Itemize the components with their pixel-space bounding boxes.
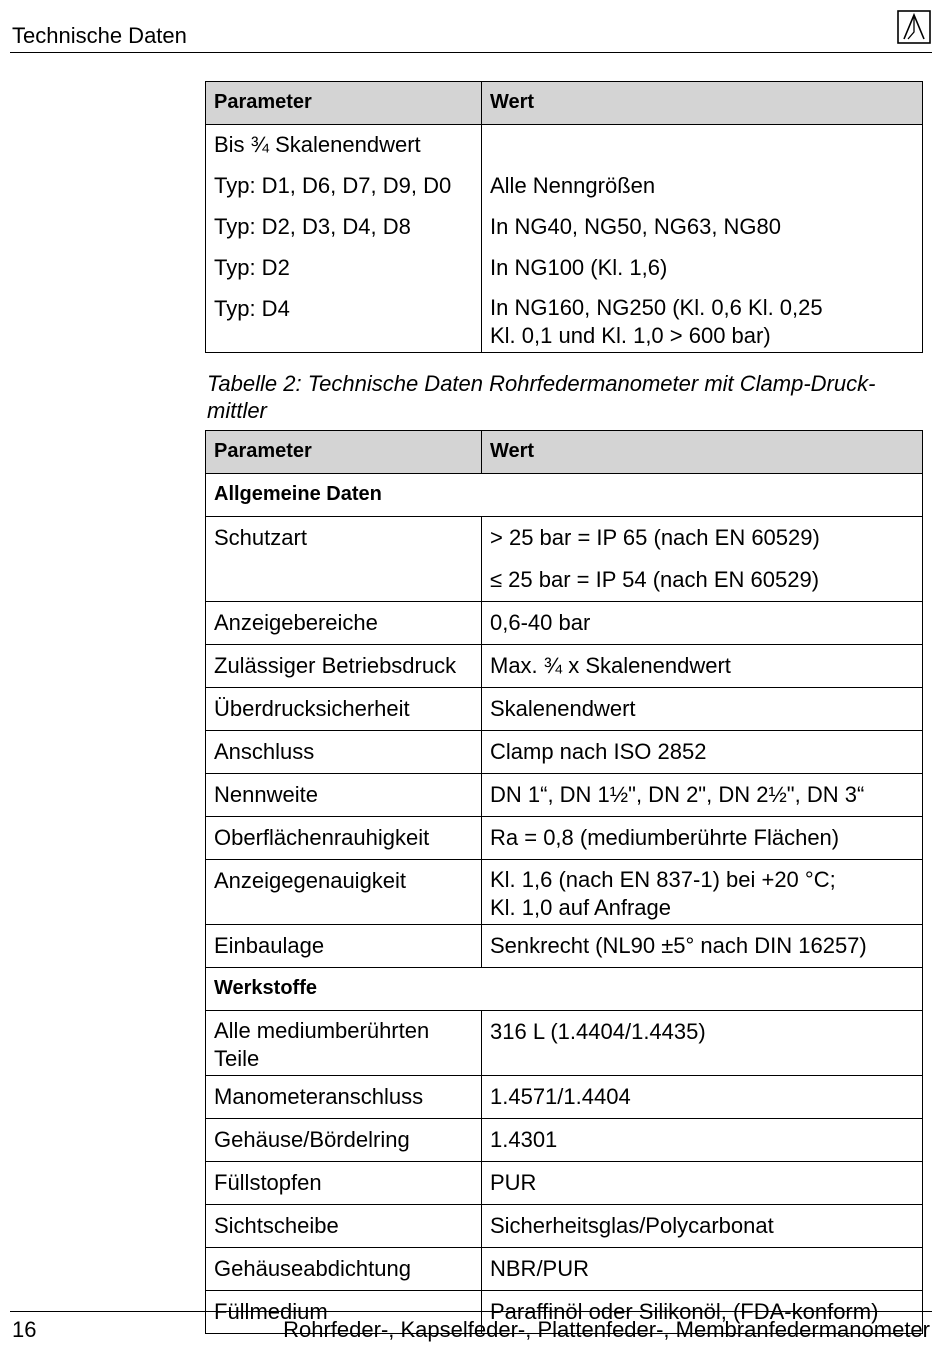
cell-value: Alle Nenngrößen	[482, 166, 923, 207]
cell-parameter: Nennweite	[206, 774, 482, 817]
cell-parameter: Typ: D2, D3, D4, D8	[206, 207, 482, 248]
table-row	[206, 1248, 923, 1291]
cell-value: Ra = 0,8 (mediumberührte Flächen)	[482, 817, 923, 860]
cell-value: > 25 bar = IP 65 (nach EN 60529)	[482, 517, 923, 560]
cell-value: NBR/PUR	[482, 1248, 923, 1291]
table-row	[206, 289, 923, 353]
cell-parameter: Typ: D1, D6, D7, D9, D0	[206, 166, 482, 207]
spec-table-1	[205, 81, 923, 353]
cell-parameter: Einbaulage	[206, 925, 482, 968]
column-header-parameter: Parameter	[206, 82, 482, 125]
cell-value: Skalenendwert	[482, 688, 923, 731]
cell-value: 1.4301	[482, 1119, 923, 1162]
table-row	[206, 1011, 923, 1076]
cell-value: In NG160, NG250 (Kl. 0,6 Kl. 0,25 Kl. 0,1 und Kl. 1,0 > 600 bar)	[482, 289, 923, 353]
table-header-row	[206, 82, 923, 125]
table-row	[206, 1076, 923, 1119]
cell-parameter: Füllstopfen	[206, 1162, 482, 1205]
cell-parameter: Typ: D4	[206, 289, 482, 353]
cell-parameter: Anzeigebereiche	[206, 602, 482, 645]
table-row	[206, 248, 923, 289]
cell-parameter: Sichtscheibe	[206, 1205, 482, 1248]
cell-parameter: Oberflächenrauhigkeit	[206, 817, 482, 860]
cell-value: Sicherheitsglas/Polycarbonat	[482, 1205, 923, 1248]
table-row	[206, 774, 923, 817]
cell-parameter: Typ: D2	[206, 248, 482, 289]
table-row	[206, 645, 923, 688]
table-row	[206, 1205, 923, 1248]
table-row	[206, 688, 923, 731]
footer-divider	[10, 1311, 932, 1312]
column-header-parameter: Parameter	[206, 431, 482, 474]
cell-parameter: Gehäuse/Bördelring	[206, 1119, 482, 1162]
cell-value: ≤ 25 bar = IP 54 (nach EN 60529)	[482, 559, 923, 602]
table-row	[206, 860, 923, 925]
company-logo-icon	[897, 10, 931, 44]
section-row-general	[206, 474, 923, 517]
cell-value: DN 1“, DN 1½", DN 2", DN 2½", DN 3“	[482, 774, 923, 817]
table-header-row	[206, 431, 923, 474]
cell-value: Paraffinöl oder Silikonöl, (FDA-konform)	[482, 1291, 923, 1334]
cell-parameter: Zulässiger Betriebsdruck	[206, 645, 482, 688]
table-row	[206, 166, 923, 207]
table-row	[206, 1119, 923, 1162]
table-row	[206, 602, 923, 645]
cell-parameter: Gehäuseabdichtung	[206, 1248, 482, 1291]
cell-parameter: Überdrucksicherheit	[206, 688, 482, 731]
cell-value: Clamp nach ISO 2852	[482, 731, 923, 774]
cell-parameter: Schutzart	[206, 517, 482, 602]
header-title: Technische Daten	[12, 23, 187, 48]
cell-value: 316 L (1.4404/1.4435)	[482, 1011, 923, 1076]
footer-title: Rohrfeder-, Kapselfeder-, Plattenfeder-, Membranfedermanometer	[283, 1317, 930, 1342]
cell-parameter: Füllmedium	[206, 1291, 482, 1334]
column-header-wert: Wert	[482, 431, 923, 474]
table-row	[206, 731, 923, 774]
spec-table-2	[205, 430, 923, 1334]
cell-parameter: Manometeranschluss	[206, 1076, 482, 1119]
cell-value: In NG40, NG50, NG63, NG80	[482, 207, 923, 248]
cell-value: In NG100 (Kl. 1,6)	[482, 248, 923, 289]
header-divider	[10, 52, 932, 53]
cell-parameter: Bis ¾ Skalenendwert	[206, 125, 482, 167]
cell-value: Max. ¾ x Skalenendwert	[482, 645, 923, 688]
section-heading-general: Allgemeine Daten	[206, 474, 923, 517]
table-row	[206, 125, 923, 167]
section-heading-materials: Werkstoffe	[206, 968, 923, 1011]
table-row	[206, 817, 923, 860]
table-row	[206, 925, 923, 968]
section-row-materials	[206, 968, 923, 1011]
cell-parameter: Alle mediumberührten Teile	[206, 1011, 482, 1076]
table-row-schutzart	[206, 517, 923, 560]
column-header-wert: Wert	[482, 82, 923, 125]
cell-value: Kl. 1,6 (nach EN 837-1) bei +20 °C; Kl. 1,0 auf Anfrage	[482, 860, 923, 925]
cell-value	[482, 125, 923, 167]
cell-parameter: Anzeigegenauigkeit	[206, 860, 482, 925]
cell-value: 1.4571/1.4404	[482, 1076, 923, 1119]
table-2-caption: Tabelle 2: Technische Daten Rohrfedermanometer mit Clamp-Druck- mittler	[207, 371, 876, 423]
cell-value: PUR	[482, 1162, 923, 1205]
table-row	[206, 207, 923, 248]
page-number: 16	[12, 1317, 37, 1342]
cell-value: Senkrecht (NL90 ±5° nach DIN 16257)	[482, 925, 923, 968]
cell-value: 0,6-40 bar	[482, 602, 923, 645]
cell-parameter: Anschluss	[206, 731, 482, 774]
table-row	[206, 1162, 923, 1205]
